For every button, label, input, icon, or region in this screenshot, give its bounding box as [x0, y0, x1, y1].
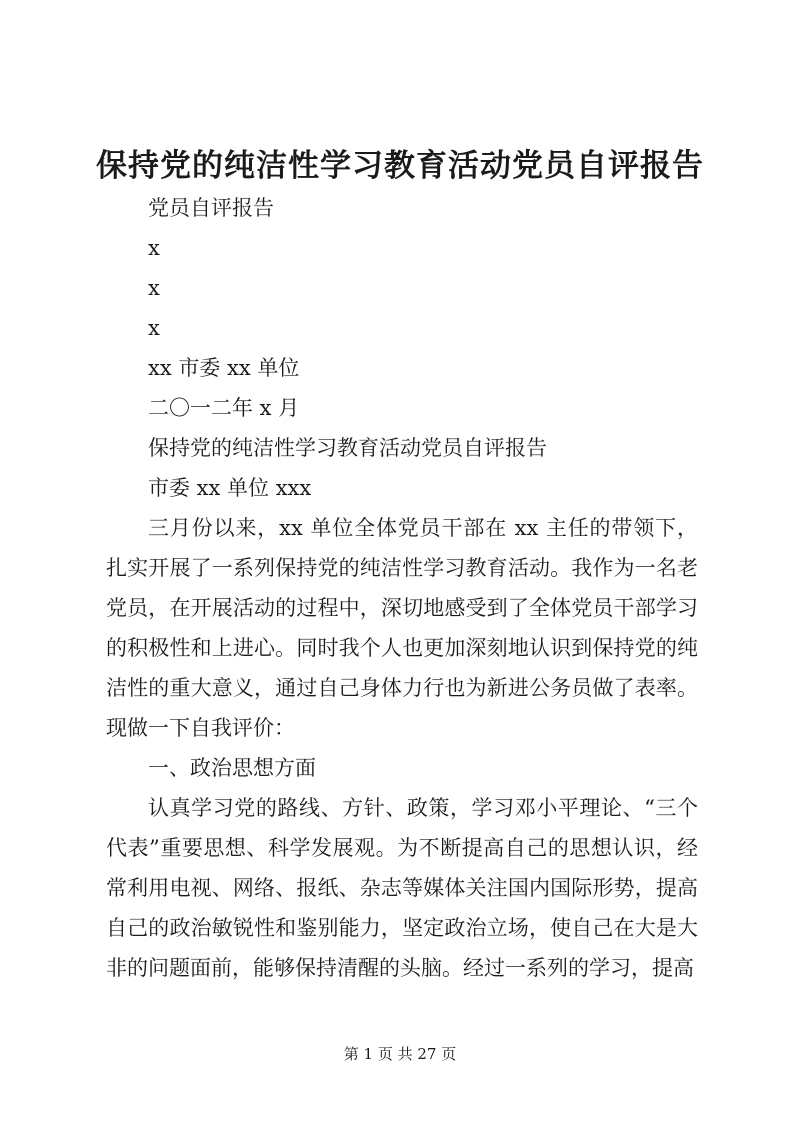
section-heading: 一、政治思想方面 — [148, 756, 316, 780]
placeholder-line: x — [148, 276, 160, 300]
page-number: 第 1 页 共 27 页 — [343, 1045, 457, 1063]
subtitle-line: 党员自评报告 — [148, 196, 274, 220]
placeholder-line: x — [148, 236, 160, 260]
report-heading: 保持党的纯洁性学习教育活动党员自评报告 — [148, 436, 547, 460]
placeholder-line: x — [148, 316, 160, 340]
author-line: 市委 xx 单位 xxx — [148, 476, 312, 500]
organization-line: xx 市委 xx 单位 — [148, 356, 300, 380]
body-paragraph: 三月份以来，xx 单位全体党员干部在 xx 主任的带领下，扎实开展了一系列保持党的纯洁性学习教育活动。我作为一名老党员，在开展活动的过程中，深切地感受到了全体党员干部学习的积极性和上进心。同时我个人也更加深刻地认识到保持党的纯洁性的重大意义，通过自己身体力行也为新进公务员做了表率。现做一下自我评价： — [106, 516, 698, 740]
document-title: 保持党的纯洁性学习教育活动党员自评报告 — [96, 148, 704, 184]
document-body — [106, 188, 698, 988]
body-paragraph: 认真学习党的路线、方针、政策，学习邓小平理论、“三个代表”重要思想、科学发展观。为不断提高自己的思想认识，经常利用电视、网络、报纸、杂志等媒体关注国内国际形势，提高自己的政治敏锐性和鉴别能力，坚定政治立场，使自己在大是大非的问题面前，能够保持清醒的头脑。经过一系列的学习，提高 — [106, 796, 698, 980]
date-line: 二〇一二年 x 月 — [148, 396, 300, 420]
